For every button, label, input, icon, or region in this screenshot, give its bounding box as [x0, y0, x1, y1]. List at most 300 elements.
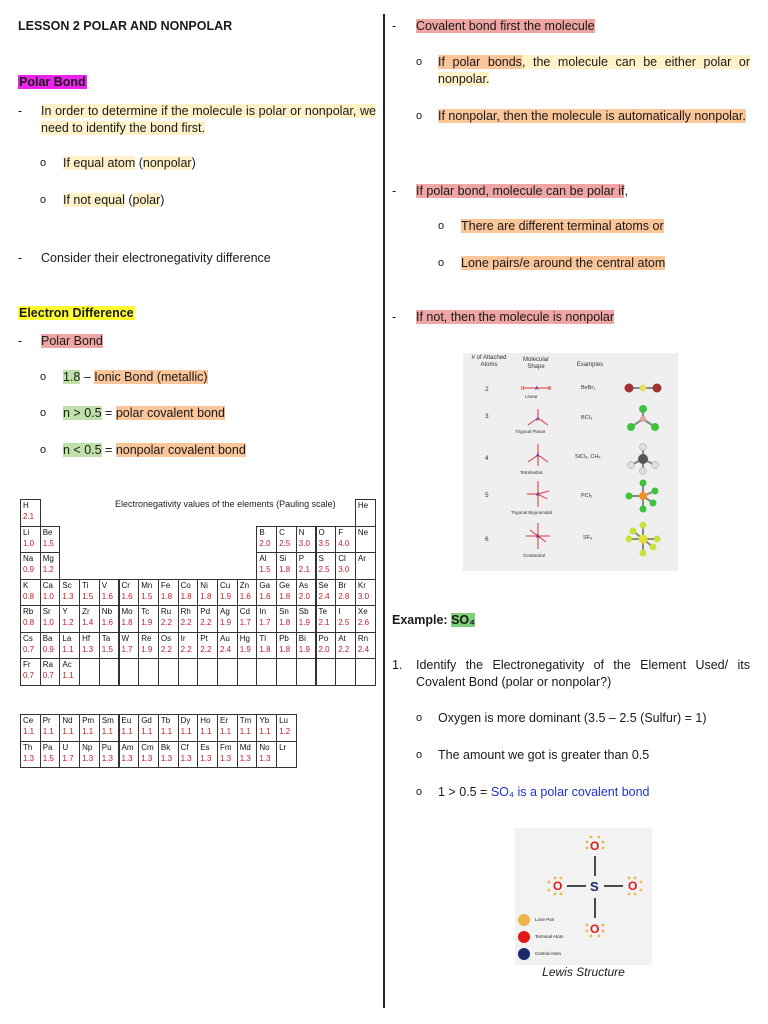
geo-row-example: SF₆ [583, 535, 593, 541]
lesson-title: LESSON 2 POLAR AND NONPOLAR [18, 19, 233, 33]
element-symbol: Co [180, 580, 191, 590]
element-symbol: Tl [259, 633, 267, 643]
element-cell [40, 632, 61, 660]
element-electronegativity: 1.0 [42, 591, 54, 601]
octahedral-shape-icon [523, 521, 553, 551]
element-electronegativity: 1.3 [121, 753, 133, 763]
element-electronegativity: 1.8 [180, 591, 192, 601]
element-symbol: Ar [357, 554, 366, 563]
element-electronegativity: 1.1 [62, 671, 74, 680]
element-cell [237, 741, 258, 769]
element-cell [296, 605, 317, 633]
element-electronegativity: 3.0 [338, 565, 350, 574]
element-electronegativity: 2.1 [298, 565, 310, 574]
linear-model-icon [623, 381, 663, 395]
element-symbol: S [318, 554, 324, 563]
geo-row-shape: Trigonal Planar [515, 429, 546, 434]
element-symbol: Ga [259, 580, 271, 590]
element-cell [158, 579, 179, 607]
element-cell [355, 499, 376, 527]
element-cell [316, 605, 337, 633]
element-symbol: Sr [42, 607, 51, 616]
element-cell [20, 526, 41, 554]
terminal-atom-legend-icon [518, 931, 530, 943]
element-symbol: O [318, 527, 325, 537]
not-equal-item: o If not equal (polar) [40, 193, 165, 207]
element-electronegativity: 4.0 [338, 538, 350, 548]
geo-row-example: BeBr₂ [581, 385, 596, 391]
element-cell [256, 714, 277, 742]
example-heading [392, 612, 475, 629]
equal-atom-value: nonpolar [142, 156, 192, 170]
element-electronegativity: 1.5 [259, 565, 271, 574]
empty-cell [237, 658, 258, 686]
element-electronegativity: 1.1 [62, 727, 74, 736]
element-symbol: Ne [357, 527, 369, 537]
element-electronegativity: 2.2 [160, 644, 173, 654]
element-electronegativity: 0.9 [42, 644, 54, 654]
circle-bullet: o [40, 444, 47, 456]
element-symbol: Rh [180, 607, 191, 616]
octahedral-model-icon [623, 521, 663, 557]
element-electronegativity: 2.2 [160, 618, 173, 627]
element-symbol: Nd [62, 716, 73, 725]
covalent-first-text: Covalent bond first the molecule [416, 19, 595, 33]
trigonal-model-icon [625, 405, 661, 433]
element-cell [79, 741, 100, 769]
element-cell [40, 579, 61, 607]
element-cell [40, 714, 61, 742]
element-cell [99, 714, 120, 742]
element-electronegativity: 1.4 [82, 618, 94, 627]
element-cell [138, 605, 159, 633]
element-symbol: Si [279, 554, 287, 563]
element-cell [237, 714, 258, 742]
element-cell [237, 632, 258, 660]
element-symbol: I [338, 607, 341, 616]
element-symbol: Cd [239, 607, 250, 616]
element-cell [335, 526, 356, 554]
legend-lone-pair: Lone Pair [535, 917, 555, 922]
result-item [416, 784, 650, 801]
nonpolar-cov-text: nonpolar covalent bond [115, 443, 246, 457]
geo-row-n: 4 [485, 455, 489, 462]
element-symbol: Be [42, 527, 53, 537]
circle-bullet: o [416, 56, 423, 68]
element-cell [59, 632, 80, 660]
circle-bullet: o [416, 110, 423, 122]
element-symbol: Bk [160, 742, 171, 752]
element-cell [59, 605, 80, 633]
element-electronegativity: 1.3 [259, 753, 271, 763]
element-symbol: Fr [23, 660, 31, 669]
circle-bullet: o [416, 786, 423, 798]
element-electronegativity: 1.1 [62, 644, 74, 654]
element-symbol: U [62, 742, 69, 752]
element-symbol: At [338, 633, 346, 643]
element-electronegativity: 1.1 [220, 727, 232, 736]
if-not-text: If not, then the molecule is nonpolar [416, 310, 615, 324]
element-symbol: Ir [180, 633, 186, 643]
element-cell [158, 714, 179, 742]
element-cell [20, 714, 41, 742]
element-electronegativity: 0.7 [23, 671, 35, 680]
element-electronegativity: 2.5 [279, 538, 291, 548]
geo-col-attached: # of Attached Atoms [471, 355, 507, 368]
element-cell [197, 741, 218, 769]
element-electronegativity: 2.4 [357, 644, 370, 654]
terminal-text: There are different terminal atoms or [461, 219, 664, 233]
amount-text: The amount we got is greater than 0.5 [438, 748, 650, 762]
element-cell [158, 632, 179, 660]
polar-cov-cond: n > 0.5 [63, 406, 102, 420]
bipyramidal-shape-icon [523, 479, 553, 509]
element-symbol: Sn [279, 607, 289, 616]
element-cell [178, 605, 199, 633]
svg-text:B: B [521, 386, 525, 392]
element-symbol: Ra [42, 660, 53, 669]
element-symbol: Pd [200, 607, 211, 616]
circle-bullet: o [40, 157, 47, 169]
element-symbol: Pu [101, 742, 112, 752]
element-symbol: Er [220, 716, 228, 725]
element-symbol: Ca [42, 580, 53, 590]
empty-cell [197, 658, 218, 686]
intro-item [18, 103, 376, 137]
element-electronegativity: 0.9 [23, 565, 35, 574]
element-electronegativity: 1.3 [239, 753, 251, 763]
element-electronegativity: 1.3 [23, 753, 35, 763]
element-electronegativity: 1.0 [42, 618, 54, 627]
element-symbol: Ge [279, 580, 290, 590]
element-cell [119, 741, 140, 769]
empty-cell [316, 658, 337, 686]
element-cell [59, 741, 80, 769]
element-symbol: Cf [180, 742, 189, 752]
element-symbol: Cu [220, 580, 231, 590]
element-cell [119, 632, 140, 660]
lewis-o-left: O [553, 879, 563, 893]
element-cell [276, 632, 297, 660]
element-symbol: Au [220, 633, 230, 643]
element-electronegativity: 1.0 [23, 538, 35, 548]
element-symbol: Es [200, 742, 210, 752]
element-electronegativity: 1.5 [42, 753, 54, 763]
element-symbol: Pa [42, 742, 53, 752]
element-electronegativity: 1.1 [180, 727, 192, 736]
element-cell [178, 579, 199, 607]
element-symbol: No [259, 742, 270, 752]
dash-bullet: - [18, 251, 23, 265]
element-cell [20, 658, 41, 686]
element-symbol: F [338, 527, 344, 537]
oxygen-item [416, 710, 707, 727]
element-electronegativity: 2.1 [318, 618, 330, 627]
element-cell [59, 714, 80, 742]
element-electronegativity: 1.8 [279, 565, 291, 574]
element-electronegativity: 2.5 [338, 618, 350, 627]
element-symbol: Gd [141, 716, 152, 725]
ed-polar-bond-text: Polar Bond [41, 334, 103, 348]
element-electronegativity: 3.0 [357, 591, 370, 601]
element-electronegativity: 2.8 [338, 591, 350, 601]
element-symbol: Yb [259, 716, 270, 725]
element-electronegativity: 1.9 [298, 618, 310, 627]
nonpolar-cov-item: o n < 0.5 = nonpolar covalent bond [40, 443, 246, 457]
covalent-first-item [392, 18, 595, 35]
legend-central-atom: Central Atom [535, 951, 562, 956]
element-cell [20, 499, 41, 527]
element-cell [40, 741, 61, 769]
element-cell [276, 552, 297, 580]
element-symbol: Br [338, 580, 347, 590]
geo-row-n: 2 [485, 386, 489, 393]
element-symbol: Os [160, 633, 172, 643]
element-cell [99, 605, 120, 633]
element-cell [256, 579, 277, 607]
element-symbol: Ho [200, 716, 211, 725]
element-cell [256, 632, 277, 660]
element-electronegativity: 1.7 [121, 644, 133, 654]
element-cell [316, 552, 337, 580]
element-symbol: Kr [357, 580, 366, 590]
element-cell [197, 714, 218, 742]
element-cell [316, 526, 337, 554]
element-symbol: Po [318, 633, 329, 643]
element-symbol: Fm [220, 742, 232, 752]
element-symbol: Y [62, 607, 68, 616]
element-electronegativity: 1.1 [200, 727, 212, 736]
if-not-item [392, 309, 614, 326]
element-electronegativity: 1.1 [141, 727, 153, 736]
element-electronegativity: 1.8 [160, 591, 173, 601]
element-symbol: Cs [23, 633, 33, 643]
geo-row-n: 3 [485, 413, 489, 420]
element-electronegativity: 1.2 [279, 727, 291, 736]
element-symbol: V [101, 580, 108, 590]
terminal-item [438, 218, 664, 235]
geo-row-example: SiCl₄, CH₄ [575, 454, 601, 460]
element-symbol: Tc [141, 607, 150, 616]
tetrahedral-model-icon [625, 443, 661, 475]
element-electronegativity: 1.6 [101, 618, 113, 627]
element-electronegativity: 2.1 [23, 512, 35, 521]
element-symbol: Ag [220, 607, 230, 616]
empty-cell [119, 658, 140, 686]
element-cell [237, 579, 258, 607]
element-symbol: Ba [42, 633, 53, 643]
element-electronegativity: 2.0 [318, 644, 330, 654]
element-electronegativity: 1.1 [239, 727, 251, 736]
element-symbol: As [298, 580, 309, 590]
element-symbol: Rn [357, 633, 369, 643]
element-cell [40, 658, 61, 686]
element-electronegativity: 2.4 [318, 591, 330, 601]
element-cell [296, 579, 317, 607]
element-electronegativity: 1.7 [259, 618, 271, 627]
polar-bond-heading: Polar Bond [19, 75, 86, 89]
element-cell [99, 579, 120, 607]
element-electronegativity: 2.6 [357, 618, 370, 627]
empty-cell [99, 658, 120, 686]
element-symbol: Mg [42, 554, 54, 563]
element-electronegativity: 2.2 [338, 644, 350, 654]
element-cell [276, 741, 297, 769]
element-electronegativity: 1.8 [279, 644, 291, 654]
element-symbol: Sb [298, 607, 309, 616]
element-electronegativity: 2.2 [200, 618, 212, 627]
element-electronegativity: 1.8 [200, 591, 212, 601]
element-cell [138, 632, 159, 660]
element-cell [20, 552, 41, 580]
element-cell [355, 552, 376, 580]
consider-item [18, 250, 271, 267]
equal-atom-text: If equal atom [63, 156, 136, 170]
element-electronegativity: 1.3 [82, 644, 94, 654]
element-symbol: Hf [82, 633, 91, 643]
element-symbol: Th [23, 742, 33, 752]
element-electronegativity: 1.1 [160, 727, 173, 736]
periodic-table-title: Electronegativity values of the elements (Pauling scale) [115, 499, 336, 509]
lewis-caption: Lewis Structure [542, 965, 625, 979]
lone-pairs-text: Lone pairs/e around the central atom [461, 256, 666, 270]
element-electronegativity: 2.5 [318, 565, 330, 574]
circle-bullet: o [40, 407, 47, 419]
element-symbol: Nb [101, 607, 113, 616]
element-cell [276, 579, 297, 607]
element-electronegativity: 1.3 [180, 753, 192, 763]
element-electronegativity: 1.5 [42, 538, 54, 548]
element-cell [40, 526, 61, 554]
geo-row-shape: Tetrahedral [520, 470, 543, 475]
amount-item [416, 747, 649, 764]
circle-bullet: o [40, 194, 47, 206]
geo-row-shape: Trigonal Bipyramidal [511, 510, 552, 515]
element-cell [335, 632, 356, 660]
element-cell [40, 605, 61, 633]
element-symbol: Mo [121, 607, 133, 616]
lone-pairs-item [438, 255, 665, 272]
element-cell [217, 741, 238, 769]
element-electronegativity: 0.7 [42, 671, 54, 680]
element-electronegativity: 0.8 [23, 591, 35, 601]
element-electronegativity: 1.6 [259, 591, 271, 601]
element-cell [79, 579, 100, 607]
if-polar-a: If polar bonds [438, 55, 522, 69]
element-electronegativity: 2.0 [259, 538, 271, 548]
element-electronegativity: 1.3 [141, 753, 153, 763]
element-cell [138, 579, 159, 607]
element-cell [158, 741, 179, 769]
intro-text: In order to determine if the molecule is polar or nonpolar, we need to identify the bond first. [41, 104, 376, 135]
circle-bullet: o [438, 220, 445, 232]
empty-cell [276, 658, 297, 686]
bipyramidal-model-icon [623, 479, 663, 513]
element-cell [119, 714, 140, 742]
element-electronegativity: 1.3 [82, 753, 94, 763]
element-symbol: Al [259, 554, 267, 563]
dash-bullet: - [392, 19, 397, 33]
circle-bullet: o [40, 371, 47, 383]
element-cell [256, 741, 277, 769]
polar-cov-item: o n > 0.5 = polar covalent bond [40, 406, 225, 420]
element-symbol: Cm [141, 742, 154, 752]
element-electronegativity: 1.5 [141, 591, 153, 601]
nonpolar-cov-cond: n < 0.5 [63, 443, 102, 457]
empty-cell [158, 658, 179, 686]
svg-text:A: A [535, 386, 539, 392]
element-electronegativity: 1.7 [239, 618, 251, 627]
element-symbol: Eu [121, 716, 132, 725]
element-cell [178, 632, 199, 660]
empty-cell [138, 658, 159, 686]
geo-row-shape: Octahedral [523, 553, 546, 558]
legend-terminal-atom: Terminal Atom [535, 934, 564, 939]
element-electronegativity: 2.4 [220, 644, 232, 654]
element-electronegativity: 1.9 [239, 644, 251, 654]
element-cell [217, 605, 238, 633]
element-symbol: Rb [23, 607, 34, 616]
result-text: SO₄ is a polar covalent bond [490, 785, 650, 799]
element-electronegativity: 1.1 [42, 727, 54, 736]
element-cell [256, 552, 277, 580]
element-symbol: H [23, 501, 29, 510]
element-cell [197, 632, 218, 660]
element-symbol: La [62, 633, 72, 643]
oxygen-text: Oxygen is more dominant (3.5 – 2.5 (Sulfur) = 1) [438, 711, 707, 725]
element-electronegativity: 1.9 [220, 618, 232, 627]
step-number: 1. [392, 658, 403, 672]
element-symbol: W [121, 633, 130, 643]
element-cell [217, 632, 238, 660]
polar-bond-heading-wrap [18, 74, 87, 91]
element-symbol: Cl [338, 554, 346, 563]
element-symbol: Dy [180, 716, 191, 725]
element-symbol: Ce [23, 716, 34, 725]
empty-cell [296, 658, 317, 686]
element-symbol: Hg [239, 633, 250, 643]
empty-cell [178, 658, 199, 686]
element-symbol: Se [318, 580, 329, 590]
element-cell [59, 579, 80, 607]
element-symbol: Bi [298, 633, 306, 643]
lewis-o-right: O [628, 879, 638, 893]
element-symbol: In [259, 607, 267, 616]
element-cell [316, 579, 337, 607]
element-cell [355, 526, 376, 554]
element-cell [335, 605, 356, 633]
element-electronegativity: 2.2 [180, 644, 192, 654]
element-electronegativity: 1.2 [42, 565, 54, 574]
if-polar-b: , the molecule can be either polar or nonpolar. [438, 55, 751, 86]
polar-cov-text: polar covalent bond [115, 406, 225, 420]
geo-row-n: 6 [485, 536, 489, 543]
element-symbol: Pt [200, 633, 208, 643]
element-electronegativity: 1.5 [82, 591, 94, 601]
element-symbol: Am [121, 742, 134, 752]
element-cell [40, 552, 61, 580]
geo-row-shape: Linear [525, 394, 538, 399]
element-cell [138, 714, 159, 742]
geo-row-example: PCl₅ [581, 493, 593, 499]
element-symbol: Cr [121, 580, 130, 590]
element-cell [296, 552, 317, 580]
element-electronegativity: 1.9 [141, 618, 153, 627]
empty-cell [256, 658, 277, 686]
ionic-item: o 1.8 – Ionic Bond (metallic) [40, 370, 208, 384]
element-symbol: Sc [62, 580, 72, 590]
step-one-item [392, 657, 750, 691]
